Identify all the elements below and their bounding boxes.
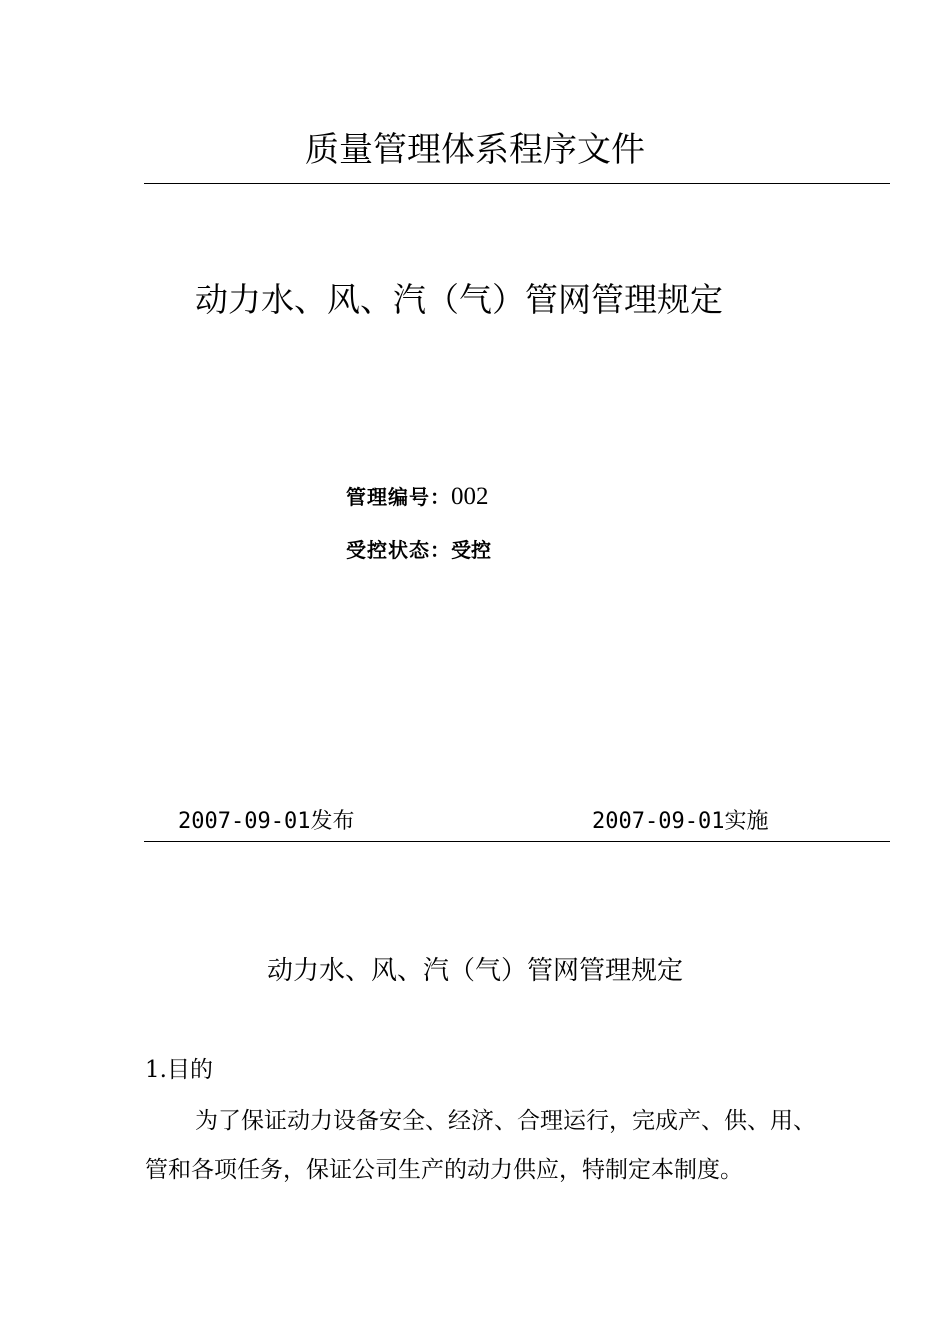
publish-date: 2007-09-01 bbox=[178, 809, 311, 834]
publish-date-line bbox=[178, 806, 354, 838]
control-status-label: 受控状态： bbox=[346, 538, 451, 562]
management-code-label: 管理编号： bbox=[346, 485, 451, 509]
section-purpose-text-line-1: 为了保证动力设备安全、经济、合理运行，完成产、供、用、 bbox=[195, 1108, 816, 1134]
publish-label: 发布 bbox=[310, 809, 355, 834]
section-purpose-text-line-2: 管和各项任务，保证公司生产的动力供应，特制定本制度。 bbox=[145, 1157, 743, 1183]
control-status-value: 受控 bbox=[451, 538, 491, 562]
cover-footer-divider bbox=[144, 841, 890, 842]
header-divider bbox=[144, 183, 890, 184]
effective-date-line bbox=[592, 806, 768, 838]
header-title: 质量管理体系程序文件 bbox=[305, 130, 645, 170]
effective-label: 实施 bbox=[724, 809, 769, 834]
document-title: 动力水、风、汽（气）管网管理规定 bbox=[195, 280, 723, 319]
control-status-row bbox=[346, 535, 491, 565]
body-heading: 动力水、风、汽（气）管网管理规定 bbox=[266, 956, 683, 986]
section-purpose-title: 1.目的 bbox=[145, 1057, 213, 1083]
management-code-row bbox=[346, 482, 489, 512]
effective-date: 2007-09-01 bbox=[592, 809, 725, 834]
management-code-value: 002 bbox=[451, 483, 489, 510]
